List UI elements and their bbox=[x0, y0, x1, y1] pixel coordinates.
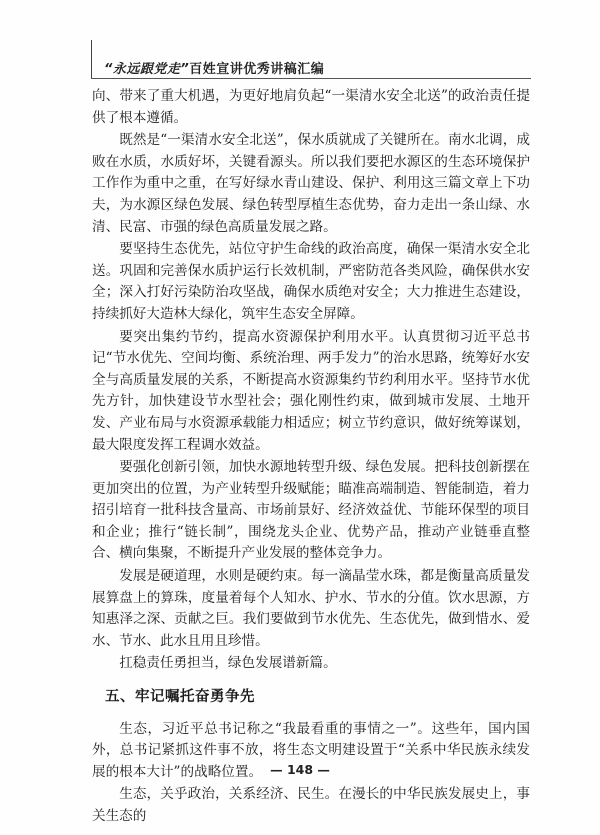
body-text bbox=[92, 86, 530, 829]
header-horizontal-rule bbox=[91, 78, 531, 79]
section-heading: 五、牢记嘱托奋勇争先 bbox=[105, 689, 256, 706]
paragraph: 扛稳责任勇担当，绿色发展谱新篇。 bbox=[119, 655, 337, 672]
paragraph: 生态，习近平总书记称之“我最看重的事情之一”。这些年，国内国外，总书记紧抓这件事不放，将生态文明建设置于“关系中华民族永续发展的根本大计”的战略位置。 bbox=[92, 720, 530, 780]
page-number: — 148 — bbox=[270, 762, 330, 777]
header-title-quoted: “永远跟党走” bbox=[104, 62, 190, 77]
running-header bbox=[104, 58, 324, 77]
paragraph: 发展是硬道理，水则是硬约束。每一滴晶莹水珠，都是衡量高质量发展算盘上的算珠，度量着每个人知水、护水、节水的分值。饮水思源，方知惠泽之深、贡献之巨。我们要做到节水优先、生态优先，做到惜水、爱水、节水、此水且用且珍惜。 bbox=[92, 568, 530, 649]
paragraph: 要坚持生态优先，站位守护生命线的政治高度，确保一渠清水安全北送。巩固和完善保水质护运行长效机制，严密防范各类风险，确保供水安全；深入打好污染防治攻坚战，确保水质绝对安全；大力推进生态建设，持续抓好大造林大绿化，筑牢生态安全屏障。 bbox=[92, 241, 530, 322]
header-title-rest: 百姓宣讲优秀讲稿汇编 bbox=[189, 62, 325, 77]
paragraph: 生态，关乎政治，关系经济、民生。在漫长的中华民族发展史上，事关生态的 bbox=[92, 786, 530, 824]
paragraph-continued: 向、带来了重大机遇，为更好地肩负起“一渠清水安全北送”的政治责任提供了根本遵循。 bbox=[92, 88, 530, 126]
paragraph: 要强化创新引领，加快水源地转型升级、绿色发展。把科技创新摆在更加突出的位置，为产业转型升级赋能；瞄准高端制造、智能制造，着力招引培育一批科技含量高、市场前景好、经济效益优、节能环保型的项目和企业；推行“链长制”，围绕龙头企业、优势产品，推动产业链垂直整合、横向集聚，不断提升产业发展的整体竞争力。 bbox=[92, 459, 530, 562]
paragraph: 要突出集约节约，提高水资源保护利用水平。认真贯彻习近平总书记“节水优先、空间均衡、系统治理、两手发力”的治水思路，统筹好水安全与高质量发展的关系，不断提高水资源集约节约利用水平。坚持节水优先方针，加快建设节水型社会；强化刚性约束，做到城市发展、土地开发、产业布局与水资源承载能力相适应；树立节约意识，做好统筹谋划，最大限度发挥工程调水效益。 bbox=[92, 328, 530, 453]
header-vertical-rule bbox=[91, 40, 92, 78]
paragraph: 既然是“一渠清水安全北送”，保水质就成了关键所在。南水北调，成败在水质，水质好坏，关键看源头。所以我们要把水源区的生态环境保护工作作为重中之重，在写好绿水青山建设、保护、利用这三篇文章上下功夫，为水源区绿色发展、绿色转型厚植生态优势，奋力走出一条山绿、水清、民富、市强的绿色高质量发展之路。 bbox=[92, 132, 530, 235]
